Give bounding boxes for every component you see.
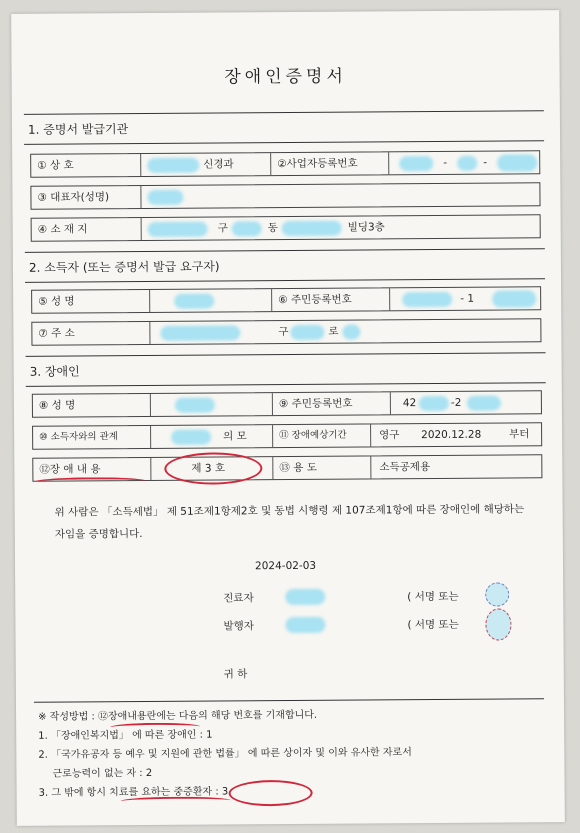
address-label: ④ 소 재 지	[32, 218, 142, 241]
bizno-value-cell	[389, 151, 541, 174]
address-value-cell	[142, 215, 542, 240]
note-2: 2. 「국가유공자 등 예우 및 지원에 관한 법률」 에 따른 상이자 및 이와 유사한 자로서	[38, 747, 412, 761]
address-building: 빌딩3층	[347, 221, 385, 234]
period-date: 2020.12.28	[421, 428, 482, 442]
redaction-mark	[160, 325, 240, 341]
redaction-mark	[148, 222, 208, 237]
section-disabled-heading: 3. 장애인	[29, 364, 80, 379]
disabled-rrn-prefix: 42	[402, 397, 417, 410]
redaction-mark	[285, 617, 325, 633]
redaction-mark	[171, 430, 211, 445]
taxpayer-name-cell	[150, 289, 272, 312]
issuer-label: 발행자	[223, 620, 254, 633]
usage-cell	[371, 455, 543, 478]
taxpayer-address-gu: 구	[278, 325, 289, 339]
redaction-mark	[497, 154, 537, 171]
doctor-label: 진료자	[223, 592, 254, 605]
redaction-mark	[285, 589, 325, 605]
issuer-row-trade	[30, 150, 540, 178]
notes-header: ※ 작성방법 : ⑫장애내용란에는 다음의 해당 번호를 기재합니다.	[38, 709, 318, 723]
redaction-mark	[399, 156, 433, 171]
address-gu: 구	[217, 222, 228, 235]
redaction-mark	[147, 158, 199, 173]
redaction-mark	[174, 294, 214, 309]
note-2-continued: 근로능력이 없는 자 : 2	[52, 767, 153, 780]
period-label: ⑪ 장애예상기간	[273, 424, 371, 447]
recipient: 귀 하	[223, 668, 248, 681]
note-1: 1. 「장애인복지법」 에 따른 장애인 : 1	[38, 729, 213, 742]
trade-label: ① 상 호	[31, 154, 141, 177]
content-label: ⑫장 애 내 용	[33, 458, 151, 481]
issuer-row-address	[31, 214, 541, 242]
taxpayer-address-label: ⑦ 주 소	[32, 322, 150, 345]
disabled-name-label: ⑧ 성 명	[33, 394, 151, 417]
bizno-dash: -	[483, 156, 488, 169]
redaction-mark	[147, 190, 183, 205]
taxpayer-address-ro: 로	[328, 325, 339, 338]
trade-value: 신경과	[203, 158, 234, 171]
certificate-paper	[11, 10, 565, 826]
taxpayer-row-address	[31, 318, 541, 346]
statement-text: 위 사람은 「소득세법」 제 51조제1항제2호 및 동법 시행령 제 107조제1항에 따른 장애인에 해당하는 자임을 증명합니다.	[54, 503, 525, 541]
red-underline	[34, 477, 146, 486]
taxpayer-rrn-label: ⑥ 주민등록번호	[272, 288, 390, 311]
content-value: 제 3 호	[191, 462, 226, 475]
redaction-mark	[232, 221, 262, 236]
relation-cell	[151, 425, 273, 448]
redaction-mark	[342, 324, 360, 339]
redaction-mark	[419, 396, 449, 411]
redaction-mark	[467, 396, 501, 411]
disabled-rrn-cell	[391, 391, 543, 414]
redaction-mark	[457, 156, 477, 171]
rep-label: ③ 대표자(성명)	[31, 186, 141, 209]
taxpayer-name-label: ⑤ 성 명	[32, 290, 150, 313]
doctor-sign-label: ( 서명 또는	[407, 590, 459, 604]
bizno-label: ②사업자등록번호	[271, 152, 389, 175]
redaction-mark	[492, 290, 536, 307]
address-dong: 동	[267, 222, 278, 235]
issue-date: 2024-02-03	[254, 559, 317, 573]
taxpayer-rrn-value: - 1	[460, 292, 475, 305]
red-underline	[121, 796, 231, 805]
period-kind: 영구	[379, 429, 400, 442]
note-3: 3. 그 밖에 항시 치료를 요하는 중증환자 : 3	[38, 786, 229, 799]
seal-stamp	[485, 582, 509, 606]
red-circle	[229, 780, 313, 807]
trade-value-cell	[141, 153, 271, 176]
period-suffix: 부터	[509, 428, 530, 441]
taxpayer-row-name	[31, 286, 541, 314]
redaction-mark	[282, 221, 342, 236]
issuer-sign-label: ( 서명 또는	[407, 618, 459, 632]
section-taxpayer-heading: 2. 소득자 (또는 증명서 발급 요구자)	[28, 259, 220, 275]
section-issuer-heading: 1. 증명서 발급기관	[27, 122, 129, 137]
disabled-rrn-label: ⑨ 주민등록번호	[273, 392, 391, 415]
issuer-row-rep	[30, 182, 540, 210]
bizno-dash: -	[443, 156, 448, 169]
disabled-row-relation	[32, 422, 542, 450]
redaction-mark	[402, 292, 452, 307]
document-title: 장애인증명서	[224, 66, 347, 88]
disabled-row-name	[32, 390, 542, 418]
usage-value: 소득공제용	[379, 461, 431, 474]
relation-value: 의 모	[223, 430, 247, 443]
redaction-mark	[290, 325, 324, 340]
relation-label: ⑩ 소득자와의 관계	[33, 426, 151, 449]
disabled-rrn-mid: -2	[450, 396, 462, 409]
usage-label: ⑬ 용 도	[273, 456, 371, 479]
taxpayer-rrn-cell	[390, 287, 542, 310]
seal-stamp	[485, 608, 511, 640]
period-cell	[371, 423, 543, 446]
rep-value-cell	[141, 183, 541, 208]
taxpayer-address-cell	[150, 319, 542, 344]
redaction-mark	[175, 398, 215, 413]
disabled-name-cell	[151, 393, 273, 416]
